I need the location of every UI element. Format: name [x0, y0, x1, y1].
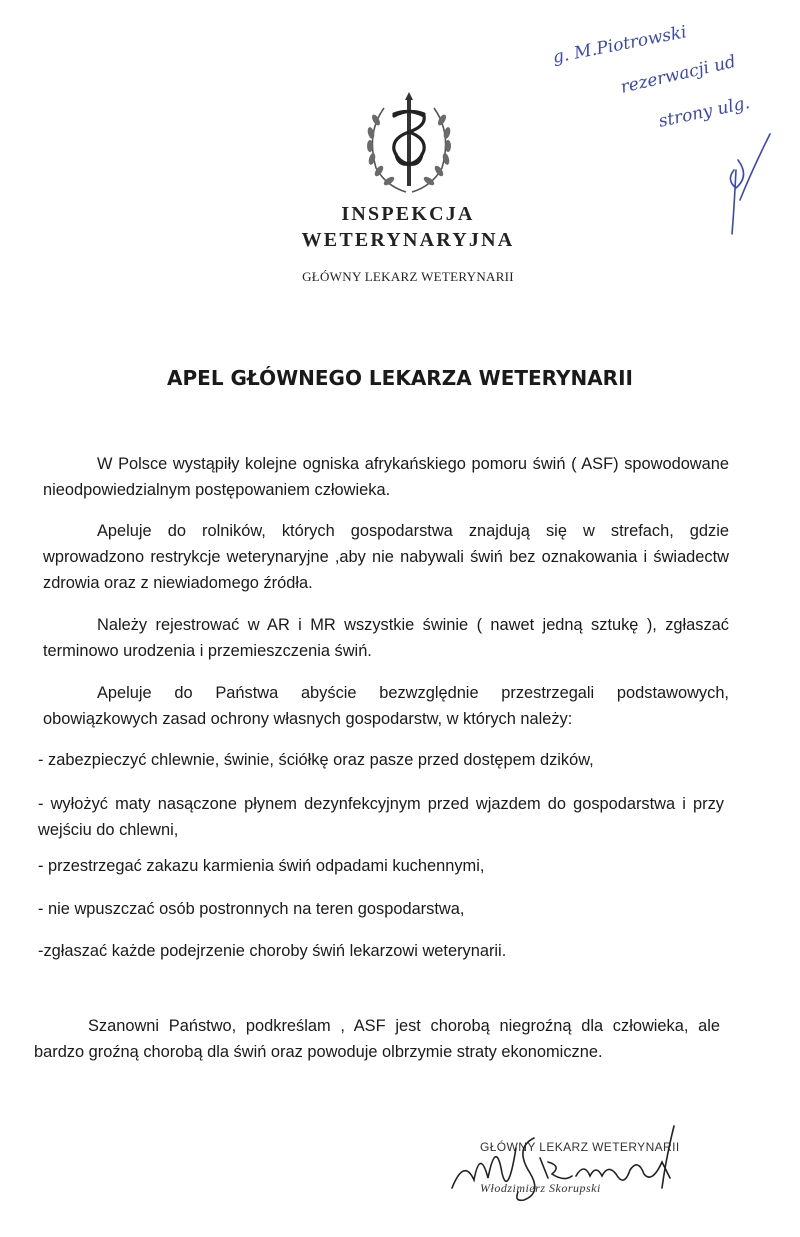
caduceus-wreath-emblem-icon [354, 88, 464, 198]
list-item: - zabezpieczyć chlewnie, świnie, ściółkę oraz pasze przed dostępem dzików, [38, 751, 594, 769]
handwritten-note-line2: rezerwacji ud [618, 51, 738, 98]
document-title: APEL GŁÓWNEGO LEKARZA WETERYNARII [167, 366, 633, 390]
organization-subtitle: GŁÓWNY LEKARZ WETERYNARII [302, 269, 514, 284]
closing-paragraph: Szanowni Państwo, podkreślam , ASF jest chorobą niegroźną dla człowieka, ale bardzo groźną chorobą dla świń oraz powoduje olbrzymie straty ekonomiczne. [34, 1017, 720, 1061]
stamp-name: Włodzimierz Skorupski [480, 1181, 601, 1195]
handwritten-signature-icon [444, 1118, 704, 1208]
stamp-title: GŁÓWNY LEKARZ WETERYNARII [480, 1140, 680, 1154]
list-item: - nie wpuszczać osób postronnych na teren gospodarstwa, [38, 900, 465, 918]
paragraph-4: Apeluje do Państwa abyście bezwzględnie przestrzegali podstawowych, obowiązkowych zasad ochrony własnych gospodarstw, w których należy: [43, 684, 729, 728]
organization-name-line1: INSPEKCJA [341, 203, 475, 225]
list-item: - wyłożyć maty nasączone płynem dezynfekcyjnym przed wjazdem do gospodarstwa i przy wejściu do chlewni, [38, 795, 724, 839]
paragraph-2: Apeluje do rolników, których gospodarstwa znajdują się w strefach, gdzie wprowadzono restrykcje weterynaryjne ,aby nie nabywali świń bez oznakowania i świadectw zdrowia oraz z niewiadomego źródła. [43, 522, 729, 592]
paragraph-1: W Polsce wystąpiły kolejne ogniska afrykańskiego pomoru świń ( ASF) spowodowane nieodpowiedzialnym postępowaniem człowieka. [43, 455, 729, 499]
list-item: -zgłaszać każde podejrzenie choroby świń lekarzowi weterynarii. [38, 942, 507, 960]
handwritten-note-line1: g. M.Piotrowski [551, 22, 689, 68]
handwritten-mark-icon [712, 130, 772, 240]
handwritten-note-line3: strony ulg. [656, 92, 752, 132]
list-item: - przestrzegać zakazu karmienia świń odpadami kuchennymi, [38, 857, 485, 875]
paragraph-3: Należy rejestrować w AR i MR wszystkie świnie ( nawet jedną sztukę ), zgłaszać terminowo urodzenia i przemieszczenia świń. [43, 616, 729, 660]
organization-name-line2: WETERYNARYJNA [301, 229, 515, 251]
